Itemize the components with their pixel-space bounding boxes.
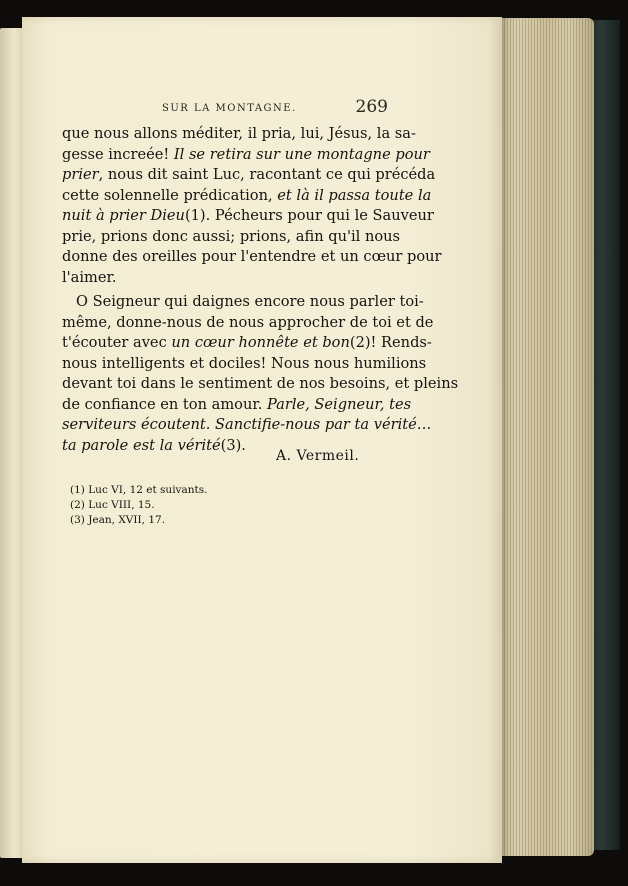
body-text [62, 124, 459, 456]
text-line: serviteurs écoutent. Sanctifie-nous par ta vérité… [62, 416, 432, 433]
text-line: que nous allons méditer, il pria, lui, Jésus, la sa- [62, 125, 416, 142]
page-stack-edge [498, 18, 594, 856]
footnote: (2) Luc VIII, 15. [70, 499, 155, 511]
paragraph-1 [62, 124, 442, 288]
left-page-edge [0, 28, 24, 858]
page-number: 269 [355, 97, 388, 117]
text-line: t'écouter avec un cœur honnête et bon(2)! Rends- [62, 334, 432, 351]
running-head: SUR LA MONTAGNE. [162, 103, 297, 114]
text-line: cette solennelle prédication, et là il passa toute la [62, 186, 432, 204]
text-line: prie, prions donc aussi; prions, afin qu'il nous [62, 227, 401, 245]
footnote: (1) Luc VI, 12 et suivants. [70, 484, 208, 496]
footnotes [70, 483, 207, 528]
text-line: prier, nous dit saint Luc, racontant ce qui précéda [62, 166, 436, 183]
text-line: de confiance en ton amour. Parle, Seigneur, tes [62, 395, 412, 413]
page-header [62, 97, 390, 119]
text-line: ta parole est la vérité(3). [62, 436, 246, 454]
text-line: l'aimer. [62, 268, 117, 286]
text-line: O Seigneur qui daignes encore nous parler toi- [76, 293, 424, 310]
text-line: nuit à prier Dieu(1). Pécheurs pour qui le Sauveur [62, 207, 434, 224]
show-through-texture [62, 428, 392, 740]
text-line: même, donne-nous de nous approcher de toi et de [62, 313, 434, 331]
book-cover [590, 20, 620, 850]
footnote: (3) Jean, XVII, 17. [70, 514, 166, 526]
text-line: gesse increée! Il se retira sur une montagne pour [62, 145, 430, 163]
text-line: donne des oreilles pour l'entendre et un cœur pour [62, 248, 442, 265]
text-line: devant toi dans le sentiment de nos besoins, et pleins [62, 375, 459, 392]
paragraph-2 [62, 292, 459, 456]
text-line: nous intelligents et dociles! Nous nous humilions [62, 354, 427, 372]
author-signature: A. Vermeil. [276, 448, 360, 464]
